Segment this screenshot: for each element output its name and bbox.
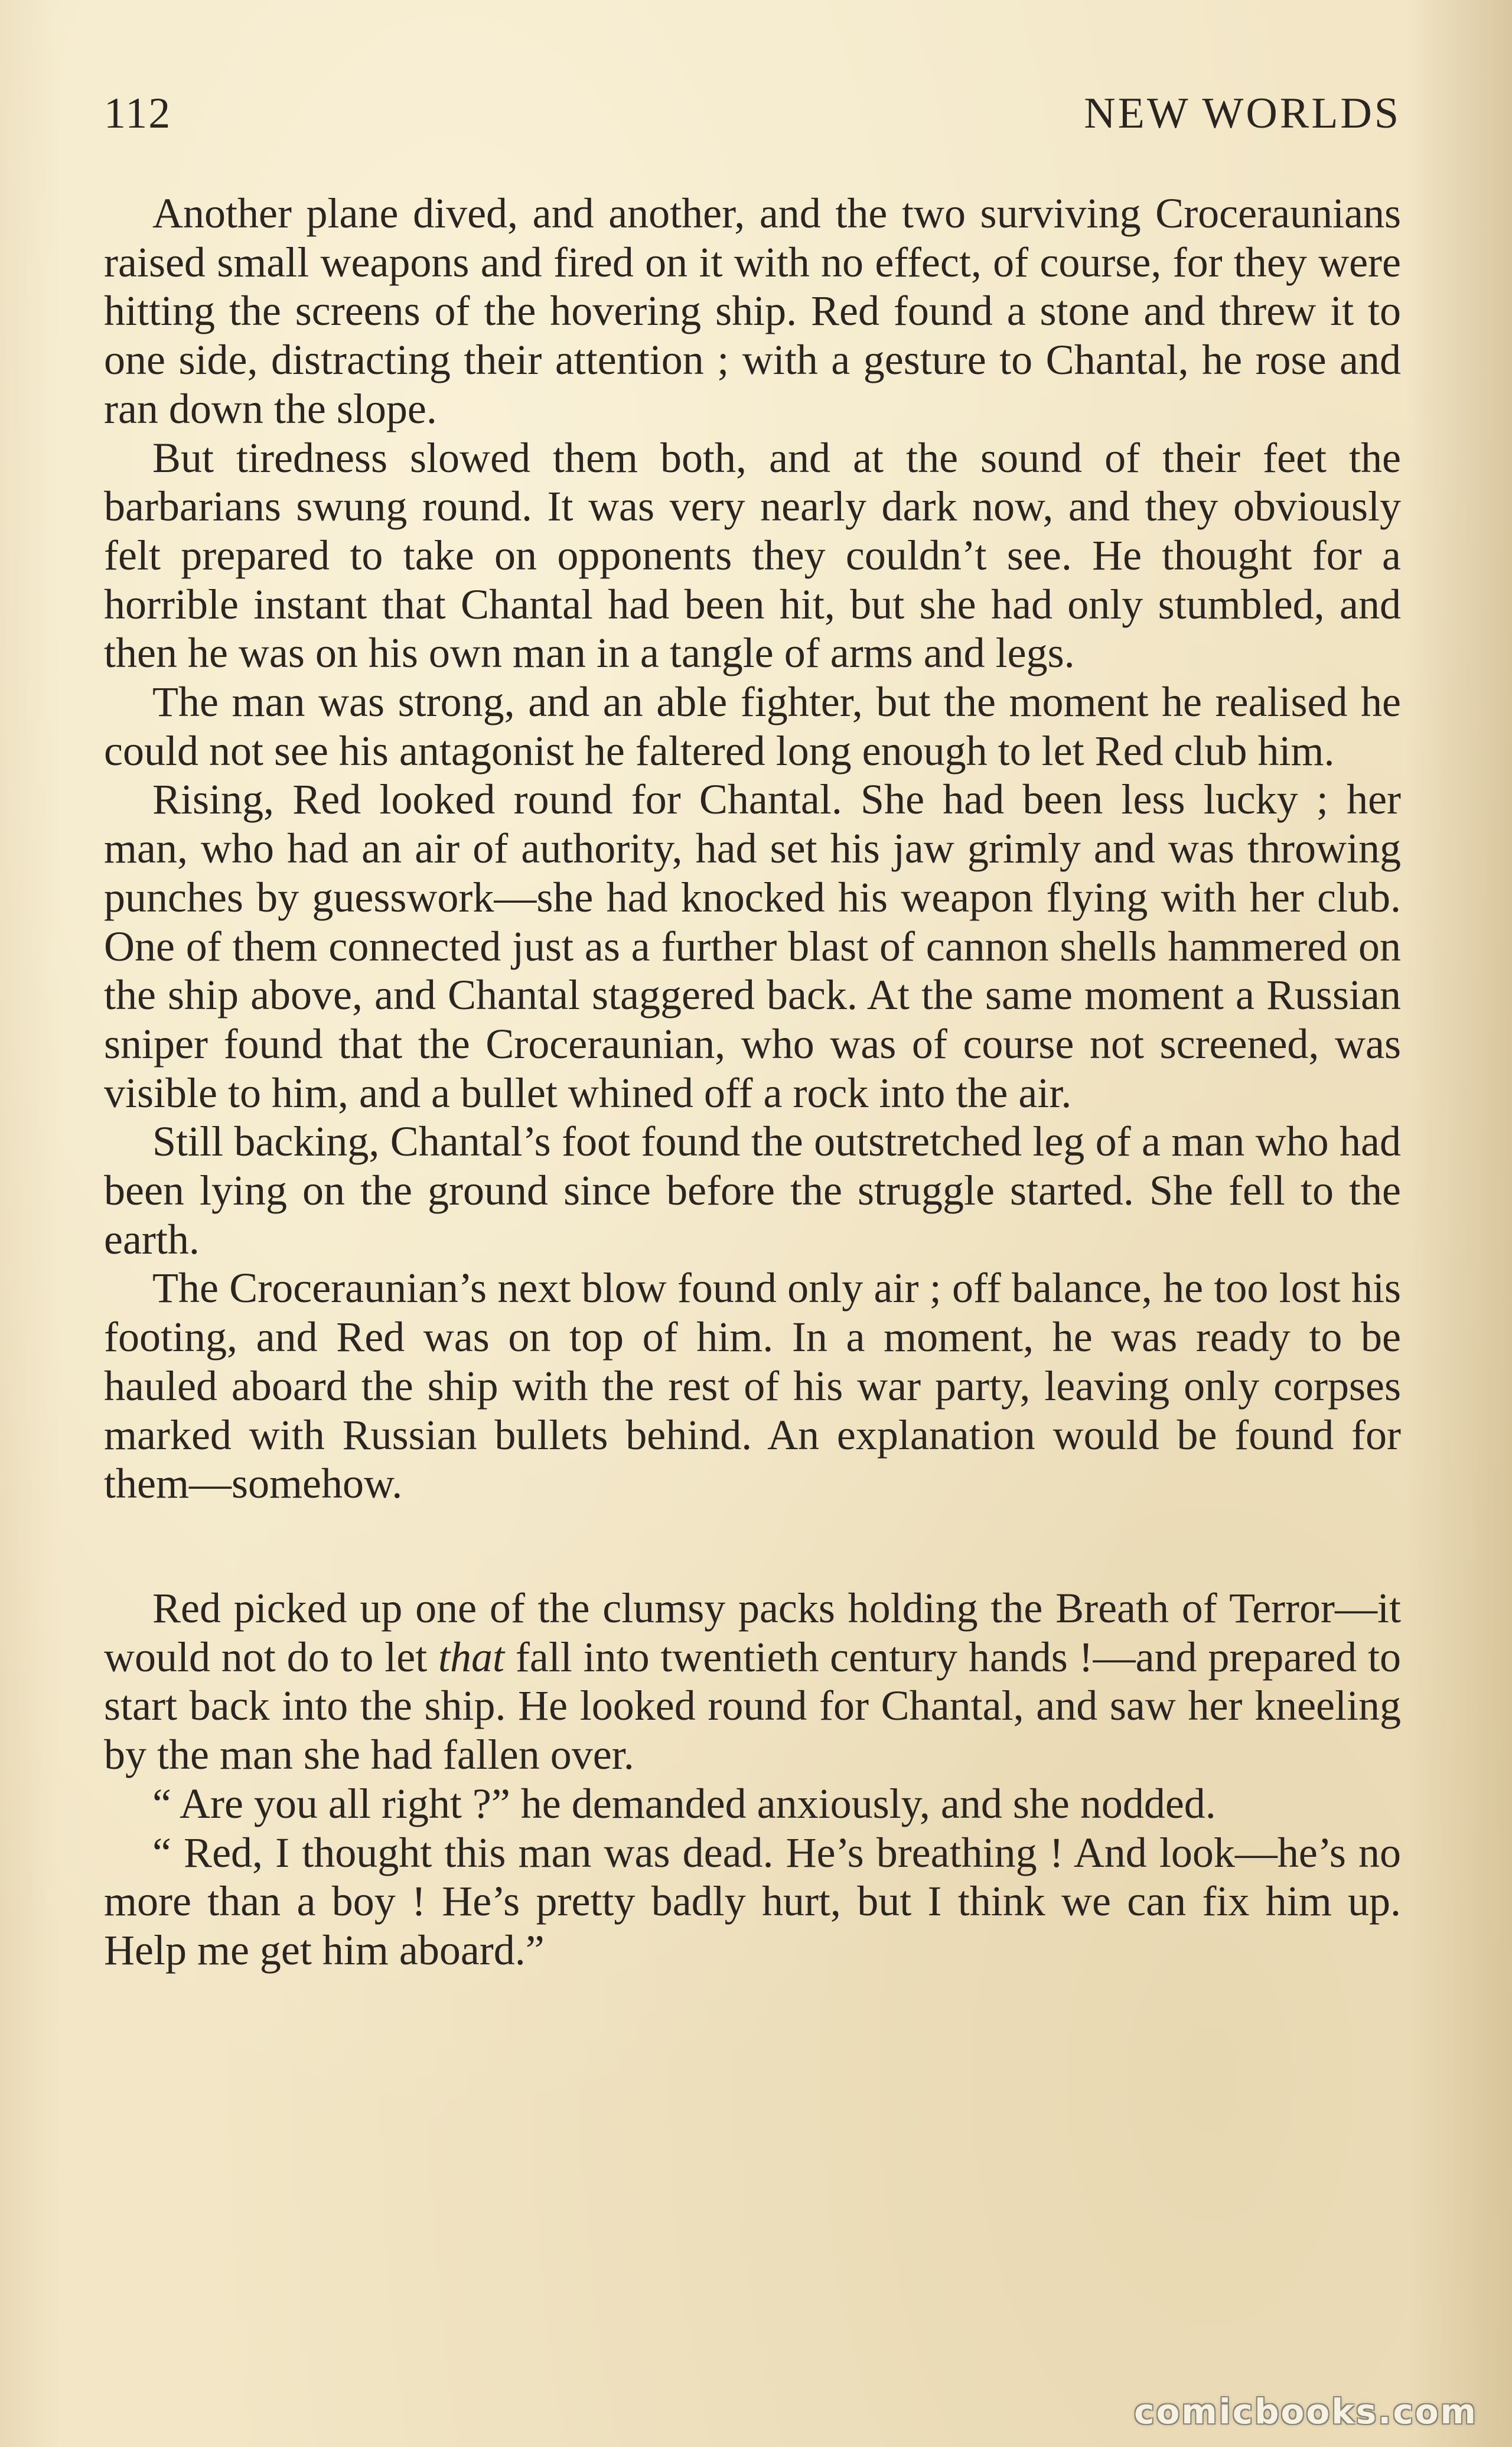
italic-emphasis: that — [438, 1633, 505, 1681]
paragraph: The Croceraunian’s next blow found only air ; off balance, he too lost his footing, and Red was on top of him. In a moment, he was ready to be hauled aboard the ship with the rest of his war party, leaving only corpses marked with Russian bullets behind. An explanation would be found for them—somehow. — [104, 1264, 1401, 1508]
paragraph-text: Red picked up one of the clumsy packs holding the Breath of Terror—it would not do to let — [104, 1584, 1401, 1681]
running-title: NEW WORLDS — [1084, 89, 1401, 138]
paragraph-text: fall into twentieth century hands !—and prepared to start back into the ship. He looked round for Chantal, and saw her kneeling by the man she had fallen over. — [104, 1633, 1401, 1779]
dialogue-paragraph: “ Red, I thought this man was dead. He’s breathing ! And look—he’s no more than a boy ! He’s pretty badly hurt, but I think we can fix him up. Help me get him aboard.” — [104, 1828, 1401, 1974]
paragraph: Another plane dived, and another, and the two surviving Croceraunians raised small weapons and fired on it with no effect, of course, for they were hitting the screens of the hovering ship. Red found a stone and threw it to one side, distracting their attention ; with a gesture to Chantal, he rose and ran down the slope. — [104, 190, 1401, 432]
paragraph — [104, 1584, 1401, 1779]
dialogue-paragraph: “ Are you all right ?” he demanded anxiously, and she nodded. — [152, 1779, 1216, 1827]
paragraph: The man was strong, and an able fighter, but the moment he realised he could not see his antagonist he faltered long enough to let Red club him. — [104, 678, 1401, 775]
paragraph: But tiredness slowed them both, and at the sound of their feet the barbarians swung round. It was very nearly dark now, and they obviously felt prepared to take on opponents they couldn’t see. He thought for a horrible instant that Chantal had been hit, but she had only stumbled, and then he was on his own man in a tangle of arms and legs. — [104, 434, 1401, 677]
paragraph: Still backing, Chantal’s foot found the outstretched leg of a man who had been lying on the ground since before the struggle started. She fell to the earth. — [104, 1118, 1401, 1263]
running-head — [104, 89, 1401, 148]
section-break — [104, 1508, 1401, 1584]
watermark: comicbooks.com — [1134, 2391, 1478, 2432]
body-text — [104, 189, 1401, 1975]
paragraph: Rising, Red looked round for Chantal. She had been less lucky ; her man, who had an air of authority, had set his jaw grimly and was throwing punches by guesswork—she had knocked his weapon flying with her club. One of them connected just as a further blast of cannon shells hammered on the ship above, and Chantal staggered back. At the same moment a Russian sniper found that the Croceraunian, who was of course not screened, was visible to him, and a bullet whined off a rock into the air. — [104, 776, 1401, 1117]
page-number: 112 — [104, 89, 172, 138]
